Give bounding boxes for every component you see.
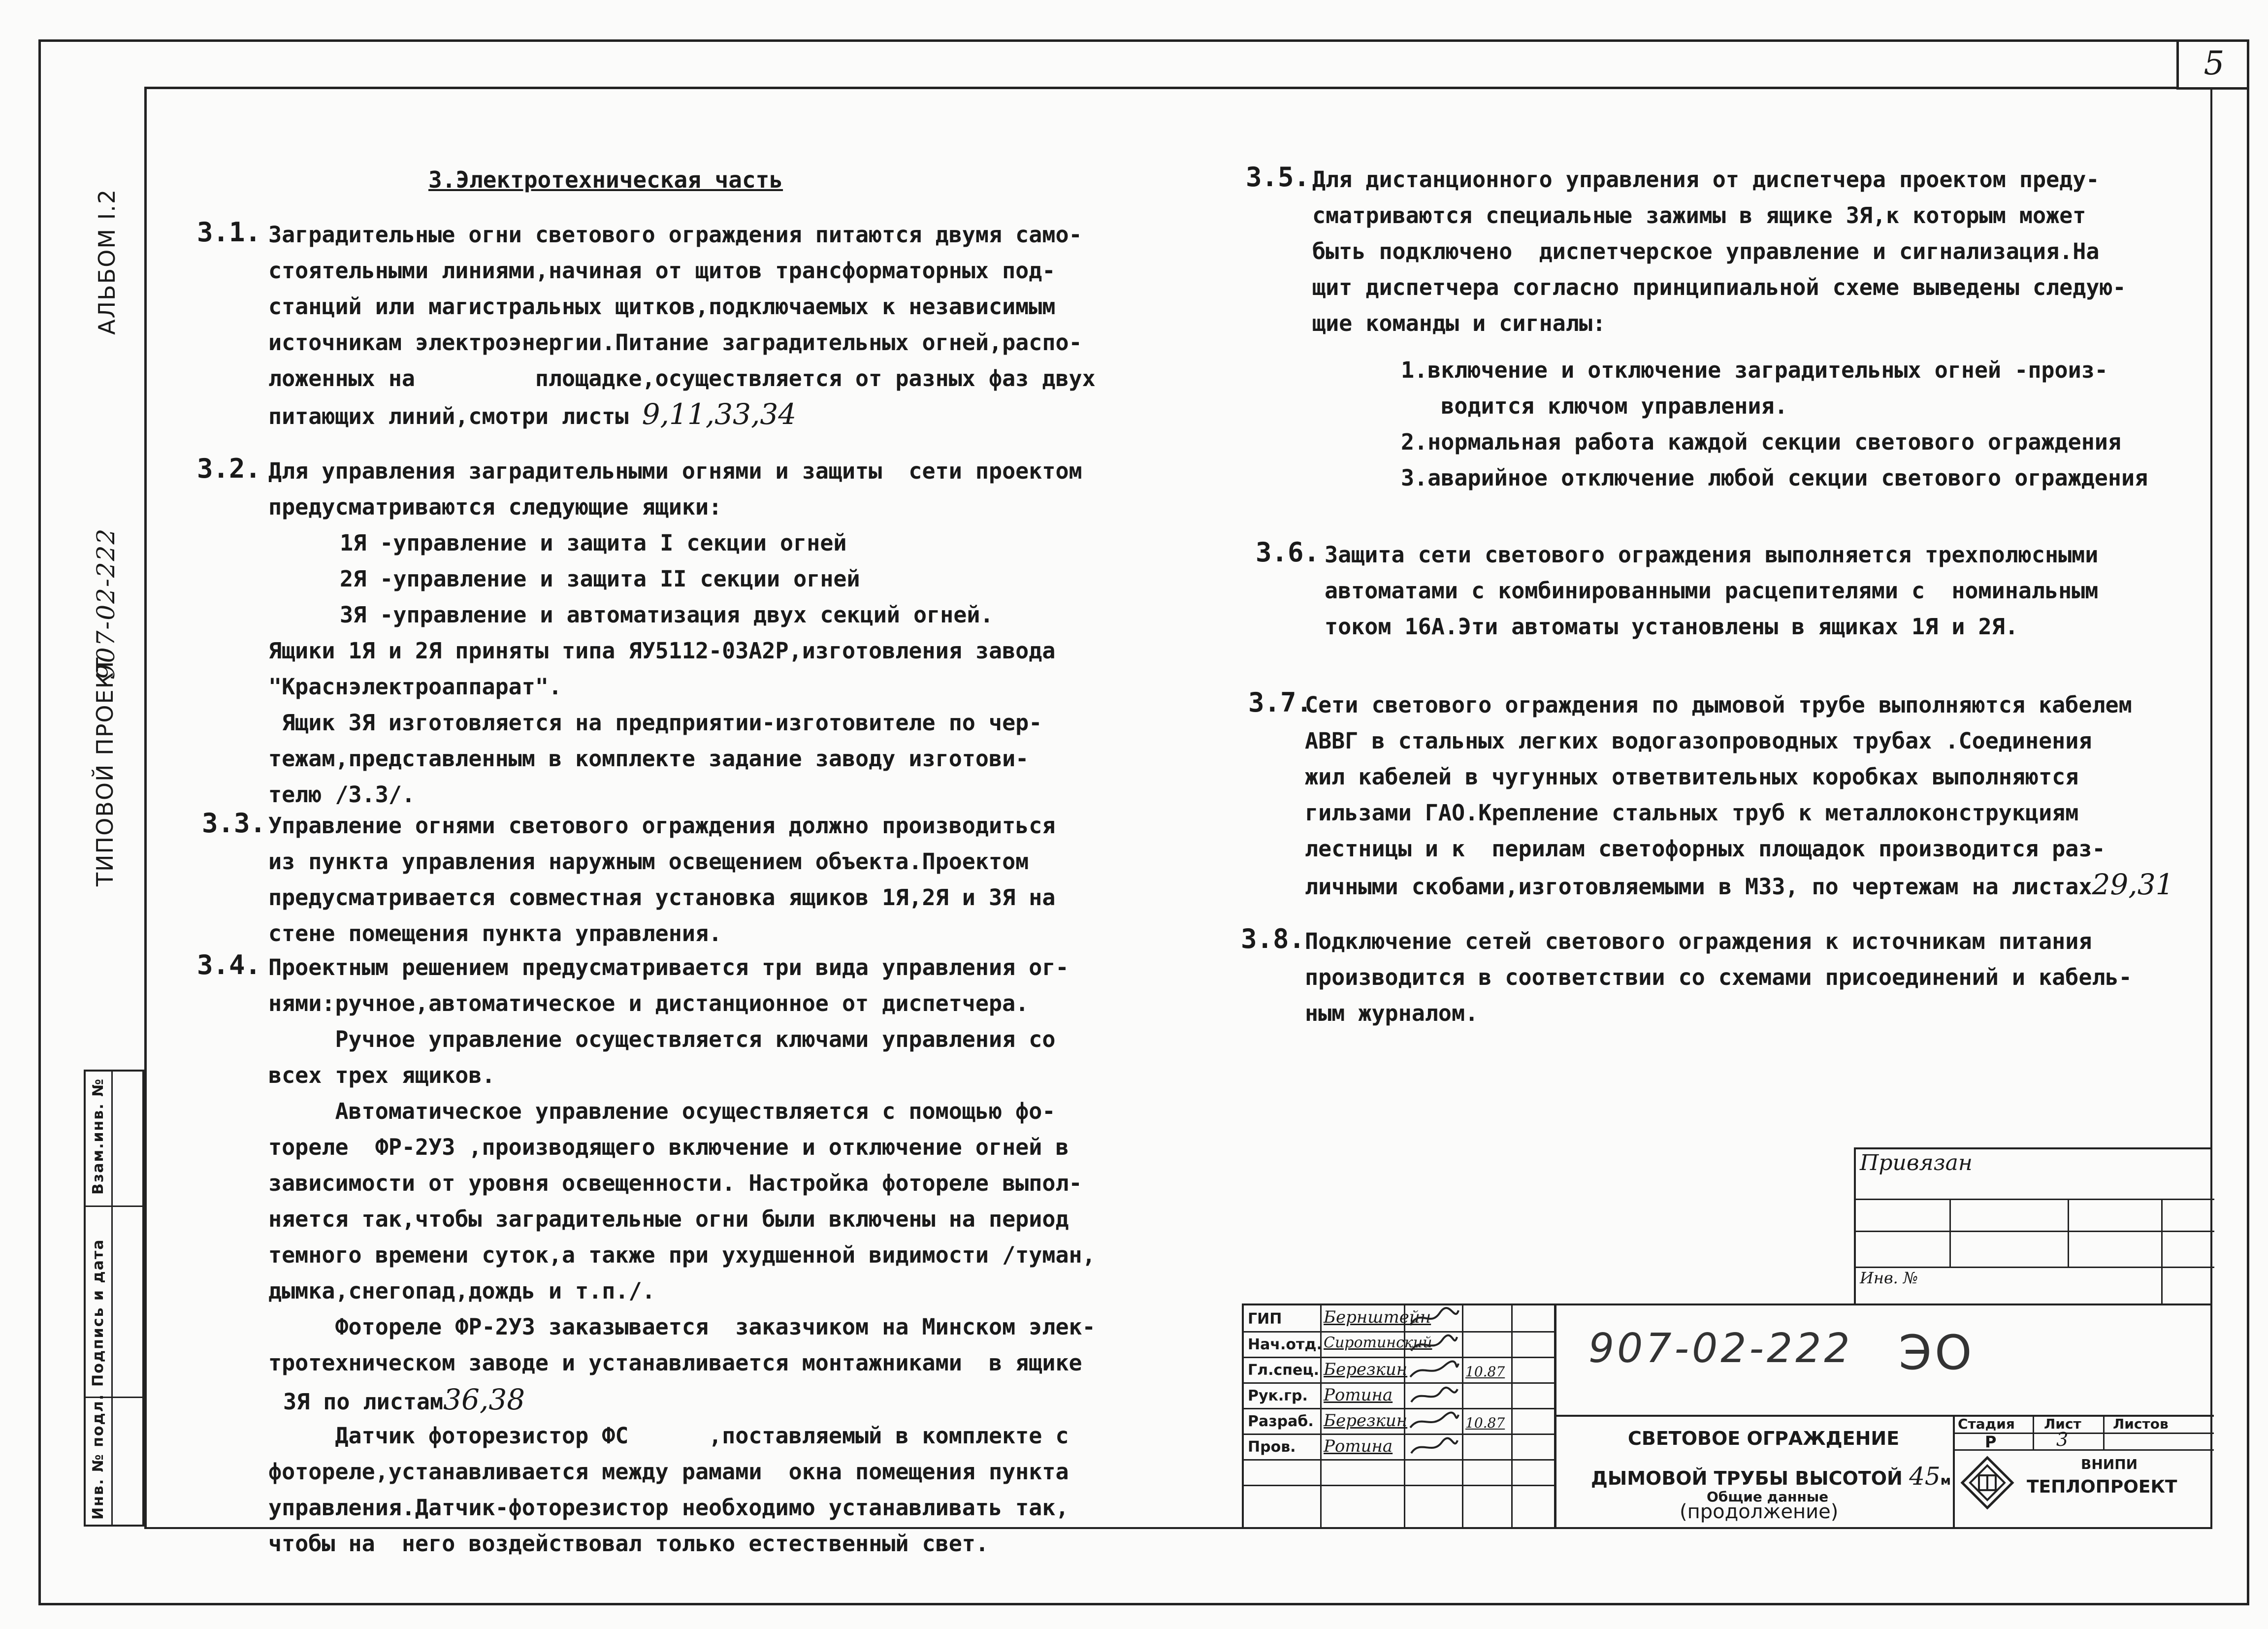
- org-name-2: ТЕПЛОПРОЕКТ: [2027, 1477, 2177, 1497]
- p2-box-list: 1Я -управление и защита I секции огней 2Я -управление и защита II секции огней 3Я -управление и автоматизация двух секций огней.: [340, 530, 994, 628]
- side-col-inv: Инв. № подл.: [90, 1393, 107, 1520]
- project-label: ТИПОВОЙ ПРОЕКТ: [92, 656, 118, 886]
- organization-logo-icon: [1960, 1456, 2014, 1510]
- p5-text: Для дистанционного управления от диспетчера проектом преду- сматриваются специальные зажимы в ящике 3Я,к которым может быть подключено диспетчерское управление и сигнализация.На щит диспетчера согласно принципиальной схеме выведены следую- щие команды и сигналы:: [1312, 166, 2126, 336]
- role-rukgr: Рук.гр.: [1248, 1387, 1308, 1404]
- p3-number: 3.3.: [202, 808, 266, 839]
- sheet-value: 3: [2056, 1429, 2069, 1450]
- title-line-2: ДЫМОВОЙ ТРУБЫ ВЫСОТОЙ 45м: [1591, 1462, 1951, 1491]
- signature-scribbles: [1405, 1305, 1462, 1459]
- sheets-header: Листов: [2113, 1416, 2169, 1432]
- p1-number: 3.1.: [197, 217, 261, 248]
- p6-text: Защита сети светового ограждения выполняется трехполюсными автоматами с комбинированными расцепителями с номинальным током 16А.Эти автоматы установлены в ящиках 1Я и 2Я.: [1325, 542, 2099, 640]
- org-name-1: ВНИПИ: [2081, 1456, 2138, 1472]
- name-prov: Ротина: [1324, 1436, 1393, 1456]
- section-title: 3.Электротехническая часть: [428, 166, 783, 193]
- height-unit: м: [1940, 1473, 1951, 1488]
- p4-number: 3.4.: [197, 949, 261, 980]
- p2-text-a: Для управления заградительными огнями и защиты сети проектом предусматриваются следующие ящики:: [268, 458, 1082, 520]
- privyazan-block: [1854, 1147, 2212, 1304]
- p7-text: Сети светового ограждения по дымовой трубе выполняются кабелем АВВГ в стальных легких водогазопроводных трубах .Соединения жил кабелей в чугунных ответвительных коробках выполняются гильзами ГАО.Крепление стальных труб к металлоконструкциям лестницы и к перилам светофорных площадок производится раз- личными скобами,изготовляемыми в МЗЗ, по чертежам на листах29,31: [1305, 692, 2174, 901]
- p4-sheets: 36,38: [443, 1383, 525, 1416]
- p2-number: 3.2.: [197, 453, 261, 484]
- height-value: 45: [1909, 1462, 1941, 1491]
- p4-end: Датчик фоторезистор ФС ,поставляемый в комплекте с фотореле,устанавливается между рамами окна помещения пункта управления.Датчик-фоторезистор необходимо устанавливать так, чтобы на него воздействовал только естественный свет.: [268, 1423, 1069, 1557]
- p4-tail: 3Я по листам36,38: [283, 1383, 525, 1416]
- side-stamp: [84, 1070, 144, 1527]
- p5-number: 3.5.: [1246, 162, 1310, 193]
- privyazan-label: Привязан: [1860, 1150, 1973, 1175]
- side-col-podpis: Подпись и дата: [90, 1238, 107, 1387]
- side-col-vzam: Взам.инв. №: [90, 1077, 107, 1195]
- subtitle-2: (продолжение): [1680, 1500, 1839, 1523]
- title-block: [1242, 1303, 2212, 1529]
- p1-sheets: 9,11,33,34: [642, 397, 797, 431]
- role-nach: Нач.отд.: [1248, 1336, 1322, 1353]
- inv-label: Инв. №: [1860, 1269, 1918, 1287]
- title-line-1: СВЕТОВОЕ ОГРАЖДЕНИЕ: [1628, 1428, 1900, 1449]
- role-gip: ГИП: [1248, 1310, 1282, 1328]
- p2-text-c: Ящики 1Я и 2Я приняты типа ЯУ5112-03А2Р,изготовления завода "Краснэлектроаппарат". Ящик 3Я изготовляется на предприятии-изготовителе по чер- тежам,представленным в комплекте задание заводу изготови- телю /3.3/.: [268, 638, 1056, 808]
- p6-number: 3.6.: [1256, 537, 1320, 568]
- stage-header: Стадия: [1958, 1416, 2015, 1432]
- p8-number: 3.8.: [1241, 923, 1305, 954]
- stage-value: Р: [1985, 1433, 1997, 1451]
- project-code-side: 907-02-222: [92, 527, 120, 680]
- page-number: 5: [2176, 39, 2249, 90]
- drawing-code: 907-02-222: [1588, 1325, 1853, 1372]
- p4-text: Проектным решением предусматривается три вида управления ог- нями:ручное,автоматическое и дистанционное от диспетчера. Ручное управление осуществляется ключами управления со всех трех ящиков. Автоматическое управление осуществляется с помощью фо- тореле ФР-2У3 ,производящего включение и отключение огней в зависимости от уровня освещенности. Настройка фотореле выпол- няется так,чтобы заградительные огни были включены на период темного времени суток,а также при ухудшенной видимости /туман, дымка,снегопад,дождь и т.п./. Фотореле ФР-2У3 заказывается заказчиком на Минском элек- тротехническом заводе и устанавливается монтажниками в ящике: [268, 954, 1096, 1376]
- top-border-line: [144, 87, 2178, 89]
- subtitle-1: Общие данные: [1707, 1489, 1829, 1505]
- role-glspec: Гл.спец.: [1248, 1362, 1319, 1379]
- name-rukgr: Ротина: [1324, 1385, 1393, 1405]
- p5-list: 1.включение и отключение заградительных огней -произ- водится ключом управления. 2.нормальная работа каждой секции светового ограждения 3.аварийное отключение любой секции светового ограждения: [1401, 357, 2148, 491]
- date-razrab: 10.87: [1465, 1415, 1505, 1431]
- p3-text: Управление огнями светового ограждения должно производиться из пункта управления наружным освещением объекта.Проектом предусматривается совместная установка ящиков 1Я,2Я и 3Я на стене помещения пункта управления.: [268, 813, 1056, 946]
- role-prov: Пров.: [1248, 1438, 1296, 1456]
- role-razrab: Разраб.: [1248, 1413, 1314, 1430]
- p8-text: Подключение сетей светового ограждения к источникам питания производится в соответствии со схемами присоединений и кабель- ным журналом.: [1305, 928, 2132, 1026]
- name-nach: Сиротинский: [1324, 1334, 1432, 1351]
- date-glspec: 10.87: [1465, 1364, 1505, 1380]
- name-glspec: Березкин: [1324, 1360, 1408, 1379]
- p7-sheets: 29,31: [2092, 868, 2174, 901]
- name-razrab: Березкин: [1324, 1411, 1408, 1431]
- p7-number: 3.7.: [1248, 687, 1313, 718]
- name-gip: Бернштейн: [1324, 1307, 1431, 1327]
- p1-text: Заградительные огни светового ограждения питаются двумя само- стоятельными линиями,начиная от щитов трансформаторных под- станций или магистральных щитков,подключаемых к независимым источникам электроэнергии.Питание заградительных огней,распо- ложенных на площадке,осуществляется от разных фаз двух питающих линий,смотри листы 9,11,33,34: [268, 222, 1096, 431]
- drawing-code-suffix: ЭО: [1899, 1325, 1975, 1380]
- album-label: АЛЬБОМ I.2: [94, 188, 120, 335]
- sheet-header: Лист: [2044, 1416, 2081, 1432]
